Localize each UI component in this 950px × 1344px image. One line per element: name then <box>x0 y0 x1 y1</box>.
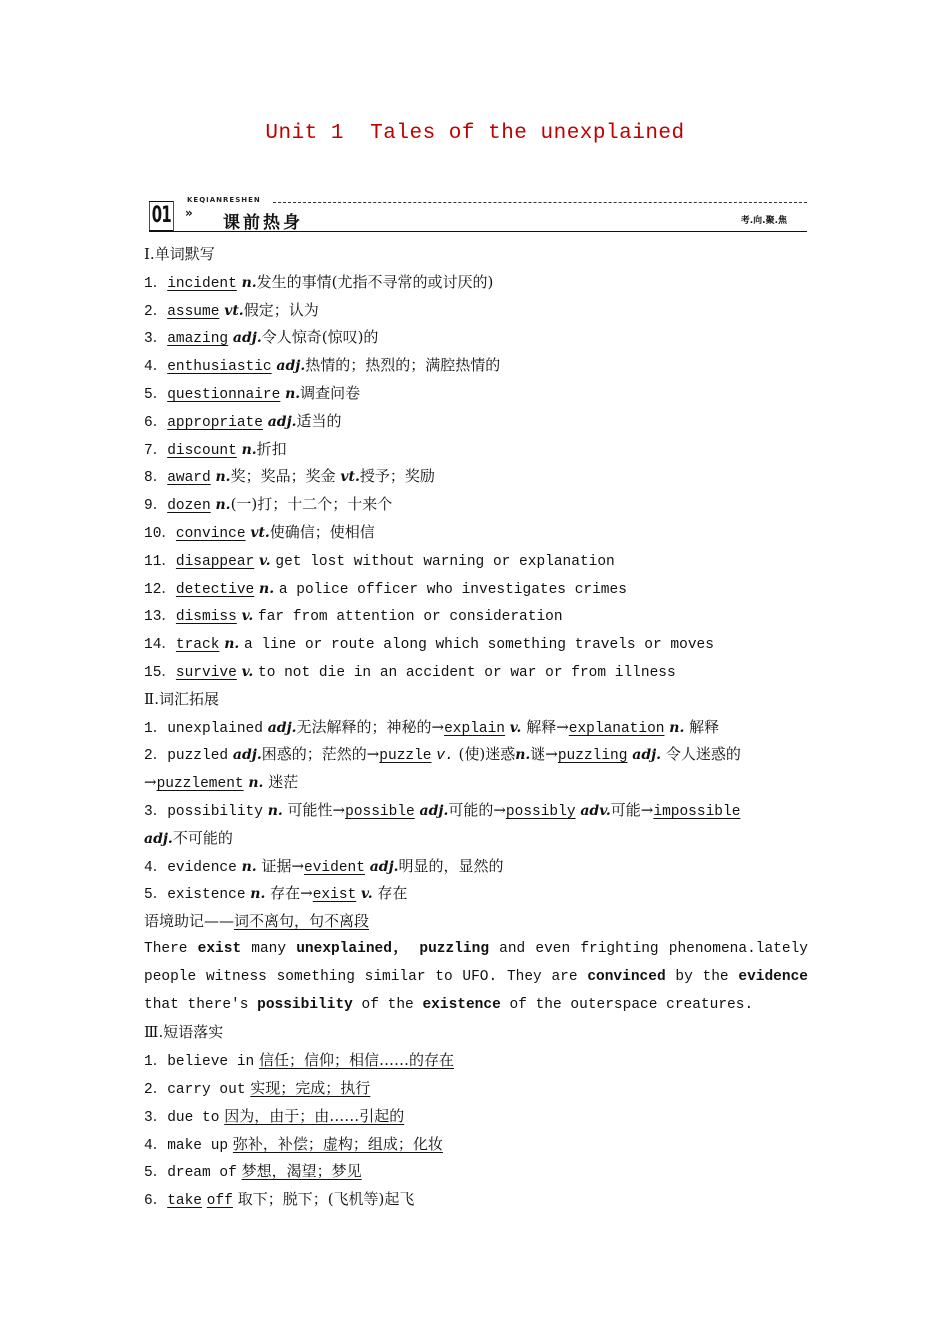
expansion-line-5 <box>144 880 808 908</box>
part-of-speech: n. <box>285 385 301 402</box>
definition: 折扣 <box>256 439 287 458</box>
part-of-speech: adj. <box>276 358 306 375</box>
vocab-item <box>144 658 808 686</box>
passage-text: and even frighting phenomena.lately <box>499 940 808 957</box>
passage-line-3 <box>144 992 808 1020</box>
vocab-answer: convince <box>175 525 246 542</box>
vocab-item <box>144 575 808 603</box>
vocab-item <box>144 380 808 408</box>
pos: adv. <box>580 802 611 819</box>
item-number: 6． <box>144 414 168 431</box>
part-of-speech: n. <box>241 274 257 291</box>
section-heading-expansion: Ⅱ.词汇拓展 <box>144 689 219 708</box>
part-of-speech: v. <box>241 663 254 680</box>
pos: v. <box>436 748 454 765</box>
vocab-list <box>144 269 808 686</box>
definition: 解释→ <box>526 717 569 736</box>
part-of-speech: v. <box>241 608 254 625</box>
definition: 使确信；使相信 <box>269 522 375 541</box>
definition: far from attention or consideration <box>258 609 563 626</box>
banner-tagline: 考.向.聚.焦 <box>740 216 787 226</box>
pos: n. <box>250 886 266 903</box>
phrase: take <box>167 1193 203 1210</box>
passage-text: by the <box>675 968 729 985</box>
part-of-speech: adj. <box>267 413 297 430</box>
part-of-speech: vt. <box>250 524 270 541</box>
vocab-item <box>144 352 808 380</box>
vocab-answer: dismiss <box>175 609 237 626</box>
expansion-word: 5．existence <box>144 887 246 904</box>
banner-dotted-rule <box>273 202 807 203</box>
part-of-speech: v. <box>259 552 271 569</box>
item-number: 1． <box>144 275 168 292</box>
answer: exist <box>312 887 357 904</box>
expansion-line-3b <box>144 825 808 853</box>
definition: 适当的 <box>296 411 342 430</box>
item-number: 5． <box>144 386 168 403</box>
answer: puzzling <box>557 748 628 765</box>
pos: adj. <box>267 719 297 736</box>
pos: v. <box>509 719 522 736</box>
part-of-speech: n. <box>215 497 231 514</box>
pos: adj. <box>369 858 399 875</box>
phrase-item <box>144 1075 808 1103</box>
keyword: unexplained， <box>296 940 410 957</box>
vocab-answer: appropriate <box>167 414 263 431</box>
vocab-answer: amazing <box>167 331 229 348</box>
passage-text: of the <box>361 996 414 1013</box>
expansion-line-1 <box>144 714 808 742</box>
item-number: 11． <box>144 553 176 570</box>
vocab-item <box>144 324 808 352</box>
phrase: 2．carry out <box>144 1081 246 1098</box>
phrase-meaning: 因为，由于；由……引起的 <box>224 1106 405 1125</box>
pos: adj. <box>232 747 262 764</box>
answer: puzzlement <box>156 776 244 793</box>
item-number: 2． <box>144 303 168 320</box>
phrase-item <box>144 1047 808 1075</box>
vocab-answer: track <box>175 637 220 654</box>
definition: 令人迷惑的 <box>665 745 741 764</box>
vocab-answer: incident <box>167 275 237 292</box>
pos: v. <box>361 886 373 903</box>
definition: 可能→ <box>610 800 654 819</box>
passage-text: many <box>251 940 287 957</box>
vocab-answer: questionnaire <box>167 386 281 403</box>
expansion-word: 2．puzzled <box>144 748 229 765</box>
phrase-meaning: 实现；完成；执行 <box>250 1078 371 1097</box>
expansion-line-3 <box>144 797 808 825</box>
expansion-line-4 <box>144 853 808 881</box>
part-of-speech: n. <box>241 441 257 458</box>
content <box>144 241 808 1214</box>
phrase: off <box>206 1193 233 1210</box>
banner-pinyin: KEQIANRESHEN <box>187 196 261 204</box>
definition: 无法解释的；神秘的→ <box>296 717 445 736</box>
vocab-item <box>144 491 808 519</box>
keyword: possibility <box>257 996 353 1013</box>
definition: 发生的事情(尤指不寻常的或讨厌的) <box>256 272 494 291</box>
definition: a line or route along which something travels or moves <box>244 637 714 654</box>
vocab-answer: discount <box>167 442 237 459</box>
vocab-answer: assume <box>167 303 220 320</box>
section-heading-phrases: Ⅲ.短语落实 <box>144 1023 224 1042</box>
vocab-answer: disappear <box>175 553 255 570</box>
answer: evident <box>304 859 365 876</box>
item-number: 13． <box>144 609 176 626</box>
passage-text: of the outerspace creatures. <box>509 996 754 1013</box>
part-of-speech: adj. <box>232 330 262 347</box>
definition: 授予；奖励 <box>359 467 435 486</box>
answer: puzzle <box>379 748 432 765</box>
phrase-number: 6． <box>144 1193 168 1210</box>
pos: n. <box>248 775 264 792</box>
item-number: 3． <box>144 331 168 348</box>
phrase: 3．due to <box>144 1109 220 1126</box>
vocab-answer: dozen <box>167 498 211 515</box>
vocab-answer: award <box>167 470 211 487</box>
pos: n. <box>669 719 685 736</box>
vocab-item <box>144 630 808 658</box>
part-of-speech: n. <box>259 580 275 597</box>
vocab-item <box>144 547 808 575</box>
pos: n. <box>267 802 283 819</box>
definition: (使)迷惑 <box>458 745 516 764</box>
memo-heading <box>144 908 808 936</box>
pos: n. <box>515 747 531 764</box>
definition: 明显的，显然的 <box>398 856 504 875</box>
pos: adj. <box>144 830 173 847</box>
definition: 令人惊奇(惊叹)的 <box>261 328 379 347</box>
definition: a police officer who investigates crimes <box>278 581 627 598</box>
definition: to not die in an accident or war or from illness <box>258 664 676 681</box>
expansion-line-2 <box>144 741 808 769</box>
keyword: puzzling <box>419 940 490 957</box>
definition: 存在→ <box>270 884 313 903</box>
phrase-item <box>144 1158 808 1186</box>
part-of-speech: n. <box>224 636 240 653</box>
definition: get lost without warning or explanation <box>275 553 615 570</box>
phrase: 5．dream of <box>144 1165 237 1182</box>
definition: 假定；认为 <box>243 300 319 319</box>
phrase: 4．make up <box>144 1137 229 1154</box>
vocab-answer: survive <box>175 664 237 681</box>
vocab-item <box>144 519 808 547</box>
part-of-speech: n. <box>215 469 231 486</box>
pos: adj. <box>419 802 449 819</box>
definition: 证据→ <box>261 856 305 875</box>
keyword: convinced <box>587 968 666 985</box>
phrase-item <box>144 1103 808 1131</box>
passage-line-1 <box>144 936 808 964</box>
unit-title: Unit 1 Tales of the unexplained <box>265 122 685 145</box>
definition: 存在 <box>377 884 408 903</box>
pos: adj. <box>632 747 662 764</box>
answer: explanation <box>568 720 665 737</box>
item-number: 15． <box>144 664 176 681</box>
section-heading-words: Ⅰ.单词默写 <box>144 245 215 263</box>
answer: impossible <box>653 803 741 820</box>
phrase-list <box>144 1047 808 1186</box>
memo-motto: 词不离句，句不离段 <box>234 912 370 931</box>
item-number: 8． <box>144 470 168 487</box>
keyword: exist <box>197 940 242 957</box>
definition: 困惑的；茫然的→ <box>261 745 380 764</box>
passage-line-2 <box>144 964 808 992</box>
banner-heading: 课前热身 <box>223 213 303 233</box>
arrow: → <box>144 773 157 792</box>
definition: 迷茫 <box>268 773 299 792</box>
part-of-speech: vt. <box>224 302 244 319</box>
definition: (一)打；十二个；十来个 <box>230 495 393 514</box>
phrase-meaning: 取下；脱下；(飞机等)起飞 <box>237 1190 415 1209</box>
part-of-speech: vt. <box>340 469 360 486</box>
banner-number: 01 <box>149 201 174 231</box>
phrase-item <box>144 1186 808 1214</box>
passage-text: people witness something similar to UFO. They are <box>144 968 578 985</box>
item-number: 14． <box>144 637 176 654</box>
expansion-word: 1．unexplained <box>144 720 263 737</box>
phrase-item <box>144 1131 808 1159</box>
item-number: 7． <box>144 442 168 459</box>
definition: 谜→ <box>530 745 558 764</box>
phrase-meaning: 弥补，补偿；虚构；组成；化妆 <box>232 1134 443 1153</box>
definition: 可能的→ <box>448 800 506 819</box>
item-number: 4． <box>144 359 168 376</box>
keyword: evidence <box>738 968 808 985</box>
vocab-item <box>144 463 808 491</box>
answer: explain <box>444 720 506 737</box>
vocab-answer: enthusiastic <box>167 359 272 376</box>
vocab-item <box>144 436 808 464</box>
passage-text: that there's <box>144 996 249 1013</box>
banner-rule <box>149 231 807 232</box>
vocab-item <box>144 269 808 297</box>
definition: 不可能的 <box>172 828 233 847</box>
expansion-word: 3．possibility <box>144 803 263 820</box>
vocab-item <box>144 602 808 630</box>
passage-text: There <box>144 940 188 957</box>
expansion-word: 4．evidence <box>144 859 237 876</box>
memo-label: 语境助记—— <box>144 912 235 931</box>
answer: possible <box>345 803 415 820</box>
answer: possibly <box>505 803 576 820</box>
pos: n. <box>241 858 257 875</box>
item-number: 10． <box>144 525 176 542</box>
vocab-item <box>144 408 808 436</box>
definition: 可能性→ <box>287 800 346 819</box>
phrase-meaning: 信任；信仰；相信……的存在 <box>259 1051 455 1070</box>
definition: 调查问卷 <box>300 383 361 402</box>
vocab-item <box>144 297 808 325</box>
phrase: 1．believe in <box>144 1054 255 1071</box>
definition: 奖；奖品；奖金 <box>230 467 336 486</box>
banner-arrow-icon: » <box>185 206 193 220</box>
definition: 热情的；热烈的；满腔热情的 <box>305 356 501 375</box>
vocab-answer: detective <box>175 581 255 598</box>
item-number: 12． <box>144 581 176 598</box>
section-banner <box>149 196 807 234</box>
phrase-meaning: 梦想，渴望；梦见 <box>241 1162 362 1181</box>
definition: 解释 <box>689 717 720 736</box>
item-number: 9． <box>144 498 168 515</box>
expansion-line-2b <box>144 769 808 797</box>
keyword: existence <box>422 996 501 1013</box>
